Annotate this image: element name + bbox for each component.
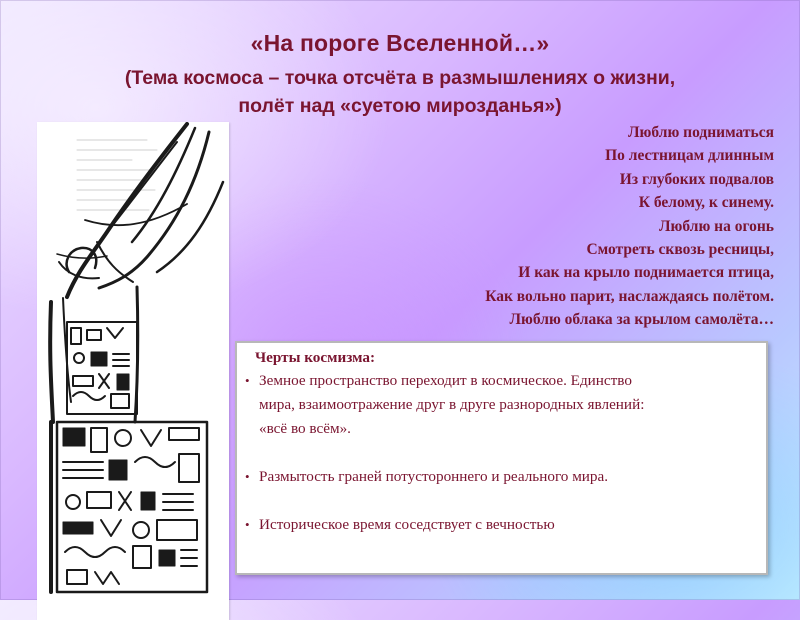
slide-subtitle bbox=[20, 64, 780, 120]
subtitle-line-2: полёт над «суетою мирозданья») bbox=[238, 95, 562, 117]
poem-line: Смотреть сквозь ресницы, bbox=[586, 241, 774, 259]
trait-item bbox=[245, 465, 760, 489]
poem-line: К белому, к синему. bbox=[638, 194, 774, 212]
trait-text: «всё во всём». bbox=[259, 420, 351, 437]
bullet-icon: • bbox=[245, 373, 250, 388]
bullet-icon: • bbox=[245, 517, 250, 532]
trait-item bbox=[245, 513, 760, 537]
trait-text: Земное пространство переходит в космическое. Единство bbox=[259, 372, 632, 389]
traits-heading: Черты космизма: bbox=[255, 349, 376, 366]
winged-figure-drawing bbox=[37, 122, 229, 600]
poem-line: И как на крыло поднимается птица, bbox=[518, 264, 774, 282]
winged-figure-illustration bbox=[37, 122, 229, 620]
cosmism-traits-box bbox=[235, 341, 768, 575]
trait-text: мира, взаимоотражение друг в друге разнородных явлений: bbox=[259, 396, 645, 413]
poem bbox=[294, 121, 774, 332]
poem-line: Люблю подниматься bbox=[628, 124, 774, 141]
poem-line: Как вольно парит, наслаждаясь полётом. bbox=[485, 287, 774, 305]
poem-line: Люблю на огонь bbox=[658, 217, 774, 235]
traits-list bbox=[245, 369, 760, 537]
poem-line: Люблю облака за крылом самолёта… bbox=[509, 311, 774, 329]
trait-text: Размытость граней потустороннего и реального мира. bbox=[259, 468, 609, 485]
poem-line: По лестницам длинным bbox=[605, 147, 774, 165]
bullet-icon: • bbox=[245, 469, 250, 484]
slide-title: «На пороге Вселенной…» bbox=[250, 30, 550, 56]
poem-line: Из глубоких подвалов bbox=[619, 170, 774, 188]
trait-text: Историческое время соседствует с вечностью bbox=[259, 516, 555, 533]
trait-item bbox=[245, 369, 760, 441]
subtitle-line-1: (Тема космоса – точка отсчёта в размышлениях о жизни, bbox=[124, 67, 676, 89]
